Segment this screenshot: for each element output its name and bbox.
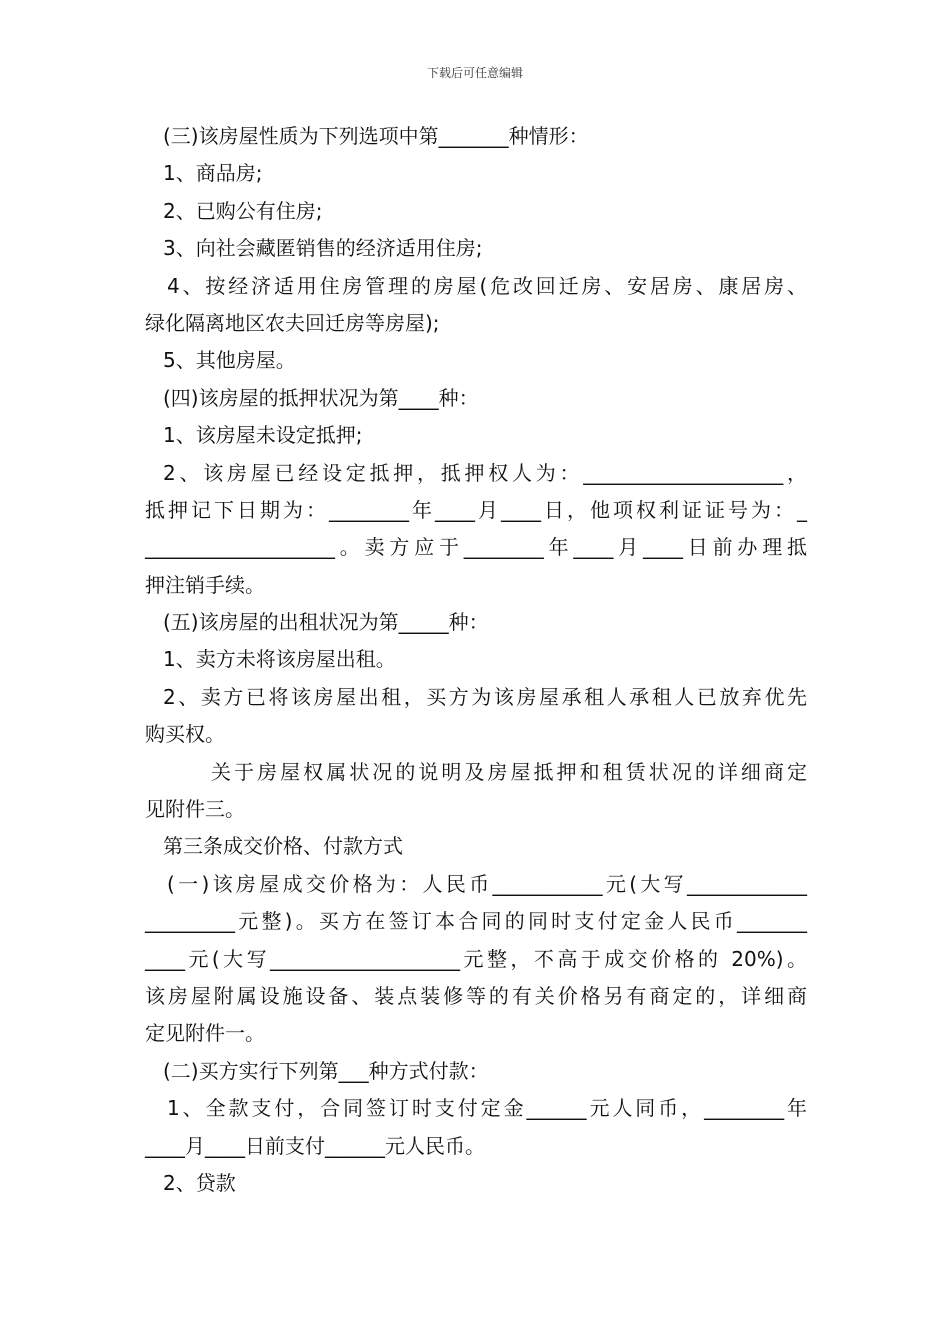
option-item: 2、贷款 bbox=[163, 1170, 236, 1195]
section-4-heading: (四)该房屋的抵押状况为第____种： bbox=[163, 385, 479, 410]
option-item: 5、其他房屋。 bbox=[163, 348, 296, 373]
paragraph-line: 定见附件一。 bbox=[145, 1021, 265, 1046]
option-item: 1、商品房; bbox=[163, 161, 263, 186]
paragraph-line: 抵押记下日期为：________年____月____日，他项权利证证号为：_ bbox=[145, 497, 807, 522]
option-item: 1、卖方未将该房屋出租。 bbox=[163, 647, 396, 672]
paragraph-line: ____月____日前支付______元人民币。 bbox=[145, 1133, 485, 1158]
section-3-heading: (三)该房屋性质为下列选项中第_______种情形： bbox=[163, 124, 589, 148]
paragraph-line: ____元(大写___________________元整，不高于成交价格的 20%)。 bbox=[145, 946, 807, 971]
price-paragraph: (一)该房屋成交价格为：人民币___________元(大写____________ bbox=[167, 871, 807, 896]
option-item: 1、该房屋未设定抵押; bbox=[163, 423, 363, 448]
option-item: 2、卖方已将该房屋出租，买方为该房屋承租人承租人已放弃优先 bbox=[163, 684, 807, 709]
paragraph-line: 该房屋附属设施设备、装点装修等的有关价格另有商定的，详细商 bbox=[145, 983, 807, 1008]
option-item: 4、按经济适用住房管理的房屋(危改回迁房、安居房、康居房、 bbox=[167, 273, 807, 298]
option-item: 2、已购公有住房; bbox=[163, 198, 323, 223]
option-item-continued: 绿化隔离地区农夫回迁房等房屋); bbox=[145, 310, 440, 335]
option-item: 3、向社会藏匿销售的经济适用住房; bbox=[163, 236, 483, 261]
paragraph-line: 押注销手续。 bbox=[145, 572, 265, 597]
paragraph-line: 见附件三。 bbox=[145, 797, 245, 822]
payment-method-heading: (二)买方实行下列第___种方式付款： bbox=[163, 1058, 489, 1083]
document-body bbox=[145, 118, 807, 1202]
paragraph-line: 购买权。 bbox=[145, 722, 225, 747]
page-header: 下载后可任意编辑 bbox=[426, 66, 523, 80]
article-3-heading: 第三条成交价格、付款方式 bbox=[163, 834, 403, 859]
note-paragraph: 关于房屋权属状况的说明及房屋抵押和租赁状况的详细商定 bbox=[211, 759, 807, 784]
section-5-heading: (五)该房屋的出租状况为第_____种： bbox=[163, 610, 489, 635]
option-item: 1、全款支付，合同签订时支付定金______元人同币，________年 bbox=[167, 1096, 807, 1121]
option-item: 2、该房屋已经设定抵押，抵押权人为：____________________， bbox=[163, 460, 807, 485]
paragraph-line: _________元整)。买方在签订本合同的同时支付定金人民币_______ bbox=[145, 909, 807, 934]
paragraph-line: ___________________。卖方应于________年____月____日前办理抵 bbox=[145, 535, 807, 560]
